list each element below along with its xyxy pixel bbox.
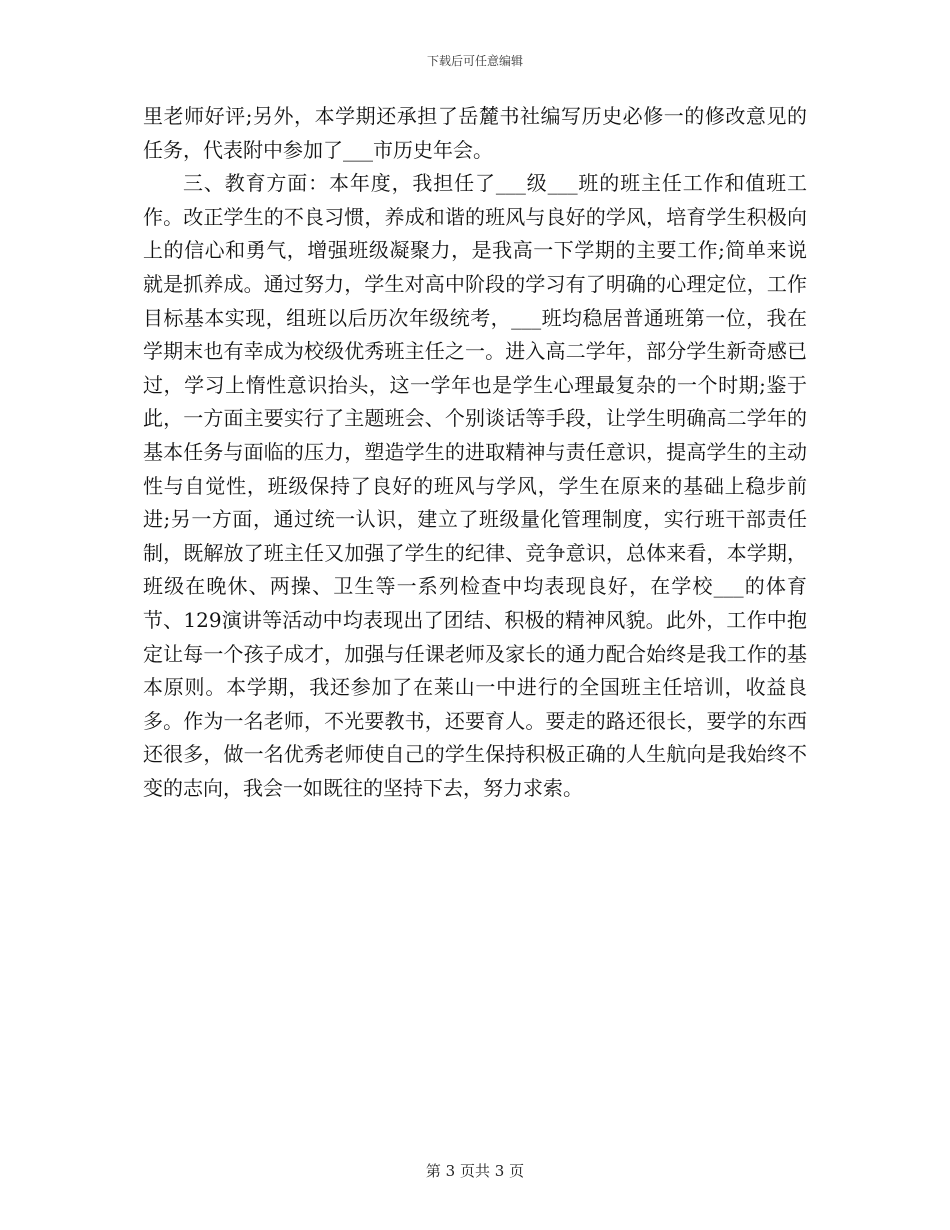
paragraph-continuation: 里老师好评;另外，本学期还承担了岳麓书社编写历史必修一的修改意见的任务，代表附中参加了___市历史年会。 (143, 104, 807, 162)
page-number-footer: 第 3 页共 3 页 (425, 1162, 525, 1180)
document-body (143, 100, 807, 805)
paragraph-education: 三、教育方面：本年度，我担任了___级___班的班主任工作和值班工作。改正学生的不良习惯，养成和谐的班风与良好的学风，培育学生积极向上的信心和勇气，增强班级凝聚力，是我高一下学期的主要工作;简单来说就是抓养成。通过努力，学生对高中阶段的学习有了明确的心理定位，工作目标基本实现，组班以后历次年级统考，___班均稳居普通班第一位，我在学期末也有幸成为校级优秀班主任之一。进入高二学年，部分学生新奇感已过，学习上惰性意识抬头，这一学年也是学生心理最复杂的一个时期;鉴于此，一方面主要实行了主题班会、个别谈话等手段，让学生明确高二学年的基本任务与面临的压力，塑造学生的进取精神与责任意识，提高学生的主动性与自觉性，班级保持了良好的班风与学风，学生在原来的基础上稳步前进;另一方面，通过统一认识，建立了班级量化管理制度，实行班干部责任制，既解放了班主任又加强了学生的纪律、竞争意识，总体来看，本学期，班级在晚休、两操、卫生等一系列检查中均表现良好，在学校___的体育节、129演讲等活动中均表现出了团结、积极的精神风貌。此外，工作中抱定让每一个孩子成才，加强与任课老师及家长的通力配合始终是我工作的基本原则。本学期，我还参加了在莱山一中进行的全国班主任培训，收益良多。作为一名老师，不光要教书，还要育人。要走的路还很长，要学的东西还很多，做一名优秀老师使自己的学生保持积极正确的人生航向是我始终不变的志向，我会一如既往的坚持下去，努力求索。 (143, 171, 807, 800)
page-header: 下载后可任意编辑 (426, 54, 523, 68)
